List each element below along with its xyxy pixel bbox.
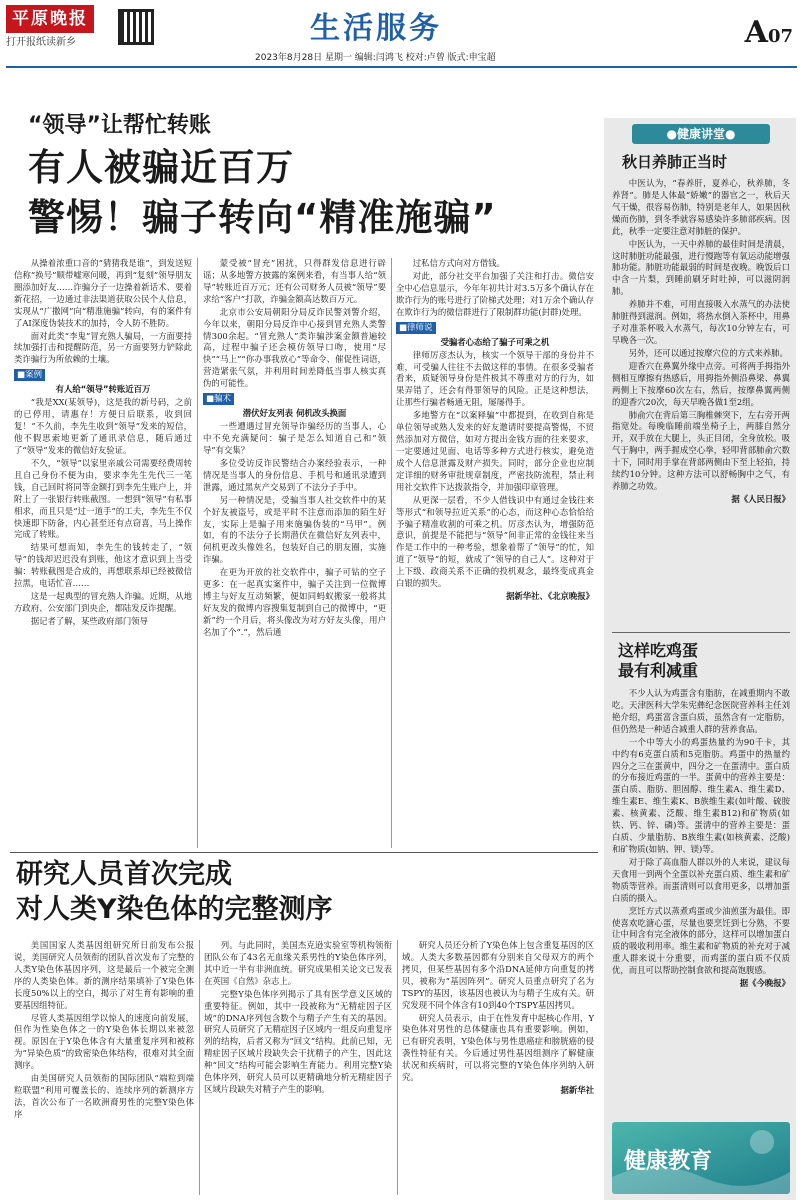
paragraph: 一些遭遇过冒充领导诈骗经历的当事人，心中不免充满疑问：骗子是怎么知道自己和“领导”有交集？	[203, 421, 386, 455]
paragraph: 蒙受被“冒充”困扰，只得群发信息进行辟谣；从多地警方披露的案例来看，有当事人给“领导”转账近百万元；还有公司财务人员被“领导”要求给“客户”打款，诈骗金额高达数百万元。	[203, 258, 386, 304]
section-tag: ■案例	[14, 369, 45, 381]
sidebar-source-2: 据《今晚报》	[739, 978, 790, 989]
story-separator	[10, 852, 598, 853]
paragraph: 烹饪方式以蒸煮鸡蛋或少油煎蛋为最佳。即使喜欢吃溏心蛋，尽量也要烹饪到七分熟，不要让中间含有完全液体的部分，这样可以增加蛋白质的吸收利用率。维生素和矿物质的补充对于减重人群来说十分重要，而鸡蛋的蛋白质不仅质优，而且可以帮助控制食欲和提高饱腹感。	[612, 905, 790, 976]
page-letter: A	[744, 15, 768, 50]
paragraph: 完整Y染色体序列揭示了具有医学意义区域的重要特征。例如，其中一段被称为“无精症因子区域”的DNA序列包含数个与精子产生有关的基因。研究人员研究了无精症因子区域内一组反向重复序列的结构，后者又称为“回文”结构。此前已知，无精症因子区域片段缺失会干扰精子的产生，因此这种“回文”结构可能会影响生育能力。利用完整Y染色体序列，研究人员可以更精确地分析无精症因子区域片段缺失对精子产生的影响。	[204, 988, 392, 1095]
paragraph: 另一种情况是，受骗当事人社交软件中的某个好友被盗号，或是平时不注意而添加的陌生好友，实际上是骗子用来施骗伪装的“马甲”。例如，有的不法分子长期潜伏在微信好友列表中，伺机更改头像姓名，包装好自己的朋友圈，实施诈骗。	[203, 494, 386, 565]
paragraph: 美国国家人类基因组研究所日前发布公报说，美国研究人员领衔的团队首次发布了完整的人类Y染色体基因序列，这是最后一个被完全测序的人类染色体。新的测序结果填补了Y染色体长度50%以上的空白，揭示了对生育有影响的重要基因组特征。	[14, 940, 194, 1010]
newspaper-logo: 平原晚报	[6, 5, 94, 33]
paragraph: 尽管人类基因组学以惊人的速度向前发展，但作为性染色体之一的Y染色体长期以来被忽视。原因在于Y染色体含有大量重复序列和被称为“异染色质”的致密染色体结构，很难对其全面测序。	[14, 1012, 194, 1071]
study-source: 据新华社	[560, 1085, 594, 1096]
health-education-banner	[612, 1122, 790, 1194]
paragraph: 从更深一层看，不少人借钱识中有通过金钱往来等形式“和领导拉近关系”的心态，而这种心态恰恰给予骗子精准收割的可乘之机。厉彦杰认为，增强防范意识，前提是不能把与“领导”间非正常的金钱往来当作是工作中的一种考验，想象着帮了“领导”的忙，知道了“领导”的短，就成了“领导的自己人”。这种对于上下级、政商关系不正确的投机观念，最终变成真金白银的损失。	[396, 494, 594, 589]
masthead-logo	[6, 5, 156, 63]
paragraph: 在更为开放的社交软件中，骗子可钻的空子更多：在一起真实案件中，骗子关注到一位微博博主与好友互动频繁，便如同蚂蚁搬家一般将其好友发的微博内容搜集复制到自己的微博中，“更新”约一个月后，将头像改为对方好友头像，用户名加了个“.”，然后通	[203, 567, 386, 637]
sidebar-separator	[612, 632, 790, 633]
banner-text: 健康教育	[624, 1149, 713, 1174]
paragraph: 过私信方式向对方借钱。	[412, 258, 505, 268]
section-tag: ■律师说	[396, 322, 436, 334]
paragraph: 多位受访反诈民警结合办案经验表示，一种情况是当事人的身份信息、手机号和通讯录遭到泄露，通过黑灰产交易到了不法分子手中。	[203, 457, 386, 492]
paragraph: 不久，“领导”以家里亲戚公司需要经费周转且自己身份不便为由，要求李先生先代三一笔钱，自己回时将同等金额打到李先生账户上，并附上了一张银行转账截图。一想到“领导”有私事相求，而且只是“过一道手”的工夫，李先生不仅快速即下防备，内心甚至还有点窃喜，马上操作完成了转账。	[14, 457, 192, 540]
newspaper-slogan: 打开报纸读新乡	[6, 37, 76, 49]
sidebar-source-1: 据《人民日报》	[731, 493, 790, 504]
qr-code-icon	[118, 9, 154, 45]
page-number	[745, 12, 793, 55]
sidebar-headline-2b: 最有利减重	[618, 661, 699, 680]
story-headline-2: 警惕！骗子转向“精准施骗”	[28, 196, 497, 239]
sidebar-headline-1: 秋日养肺正当时	[622, 153, 728, 171]
column-divider	[391, 258, 392, 848]
subheading: 受骗者心态给了骗子可乘之机	[440, 336, 550, 347]
column-divider	[197, 258, 198, 848]
study-column-3	[402, 940, 594, 1198]
issue-meta: 2023年8月28日 星期一 编辑:闫鸿飞 校对:卢曾 版式:申宝超	[255, 53, 496, 63]
paragraph: 迎香穴在鼻翼外缘中点旁。可将两手拇指外侧相互摩擦有热感后，用拇指外侧沿鼻梁、鼻翼两侧上下按摩60次左右，然后，按摩鼻翼两侧的迎香穴20次，每天早晚各做1至2组。	[612, 360, 790, 407]
sidebar-article-2	[612, 688, 790, 1116]
section-title: 生活服务	[310, 11, 442, 46]
study-headline-2: 对人类Y染色体的完整测序	[16, 894, 333, 925]
study-column-2	[204, 940, 392, 1198]
column-divider	[397, 940, 398, 1195]
story-headline-1: 有人被骗近百万	[28, 146, 294, 189]
subheading: 有人给“领导”转账近百万	[55, 384, 151, 395]
paragraph: 肺俞穴在背后第三胸椎棘突下，左右旁开两指宽处。每晚临睡前端坐椅子上，两膝自然分开，双手放在大腿上，头正目闭，全身放松。吸气于胸中，两手握成空心拳，轻叩背部肺俞穴数十下，同时用手掌在背部两侧由下至上轻拍，持续约10分钟。这种方法可以舒畅胸中之气，有养肺之功效。	[612, 409, 790, 492]
study-column-1	[14, 940, 194, 1198]
story-kicker: “领导”让帮忙转账	[28, 113, 211, 138]
paragraph: 多地警方在“以案释骗”中都提到，在收到自称是单位领导或熟人发来的好友邀请时要提高警惕，不贸然添加对方微信，如对方提出金钱方面的往来要求，一定要通过见面、电话等多种方式进行核实，避免造成个人信息泄露及财产损失。同时，部分企业也应制定详细的财务审批规章制度，严密技防流程，禁止利用社交软件下达拨款指令，并加强印章管理。	[396, 410, 594, 492]
column-divider	[199, 940, 200, 1195]
study-headline-1: 研究人员首次完成	[16, 859, 232, 890]
paragraph: 北京市公安局朝阳分局反诈民警刘警介绍，今年以来，朝阳分局反诈中心接到冒充熟人类警情300余起。“冒充熟人”类诈骗涉案金额普遍较高，过程中骗子还会模仿领导口吻，使用“尽快”“马上”“你办事我放心”等命令、催促性词语，营造紧张气氛，并利用时间差降低当事人核实真伪的可能性。	[203, 306, 386, 389]
paragraph: 据记者了解，某些政府部门领导	[30, 615, 149, 626]
story-column-3	[396, 258, 594, 848]
paragraph: “我是XX(某领导)，这是我的新号码，之前的已停用，请惠存！方便日后联系，收到回复！”不久前，李先生收到“领导”发来的短信，他不假思索地更新了通讯录信息，随后通过了“领导”发来的微信好友验证。	[14, 397, 192, 455]
paragraph: 中医认为，“春养肝，夏养心，秋养肺，冬养肾”。肺是人体最“娇嫩”的器官之一，秋后天气干燥，很容易伤肺，特别是老年人，如果因秋燥而伤肺，到冬季就容易感染许多肺部疾病。因此，秋季一定要注意对肺脏的保护。	[612, 178, 790, 236]
paragraph: 列。与此同时，美国杰克逊实验室等机构领衔团队公布了43名无血缘关系男性的Y染色体序列，其中近一半有非洲血统。研究成果相关论文已发表在英国《自然》杂志上。	[204, 940, 392, 986]
section-tag: ■骗术	[203, 393, 234, 405]
paragraph: 研究人员表示，由于在性发育中起核心作用，Y染色体对男性的总体健康也具有重要影响。例如，已有研究表明，Y染色体与男性患癌症和膀胱癌的侵袭性特征有关。今后通过男性基因组测序了解健康状况和疾病时，可以将完整的Y染色体序列纳入研究。	[402, 1012, 594, 1083]
sidebar-headline-2a: 这样吃鸡蛋	[618, 641, 699, 660]
page-digits: 07	[767, 26, 793, 47]
paragraph: 不少人认为鸡蛋含有脂肪，在减重期内不敢吃。天津医科大学朱宪彝纪念医院营养科主任刘艳介绍，鸡蛋富含蛋白质，虽然含有一定脂肪，但仍然是一种适合减重人群的营养食品。	[612, 688, 790, 734]
paragraph: 对此，部分社交平台加强了关注和打击。微信安全中心信息显示，今年年初共计对3.5万多个确认存在欺诈行为的账号进行了阶梯式处理；对1万余个确认存在欺诈行为的微信群进行了限制群功能(封群)处理。	[396, 270, 594, 317]
paragraph: 中医认为，一天中养肺的最佳时间是清晨，这时肺脏功能最强，进行慢跑等有氧运动能增强肺功能。肺脏功能最弱的时间是夜晚。晚饭后口中含一片梨，到睡前刷牙时吐掉，可以滋阴润肺。	[612, 238, 790, 297]
paragraph: 这是一起典型的冒充熟人诈骗。近期，从地方政府、公安部门到央企，都陆发反诈提醒。	[14, 591, 192, 613]
story-column-2	[203, 258, 386, 848]
header-rule	[6, 66, 797, 68]
paragraph: 养肺并不难，可用直接吸入水蒸气的办法使肺脏得到滋润。例如，将热水倒入茶杯中，用鼻子对准茶杯吸入水蒸气，每次10分钟左右，可早晚各一次。	[612, 299, 790, 345]
paragraph: 一个中等大小的鸡蛋热量约为90千卡，其中约有6克蛋白质和5克脂肪。鸡蛋中的热量约四分之三在蛋黄中，四分之一在蛋清中。蛋白质的分布接近鸡蛋的一半。蛋黄中的营养主要是：蛋白质、脂肪、胆固醇、维生素A、维生素D、维生素E、维生素K、B族维生素(如叶酸、硫胺素、核黄素、泛酸、维生素B12)和矿物质(如铁、钙、锌、磷)等。蛋清中的营养主要是：蛋白质、少量脂肪、B族维生素(如核黄素、泛酸)和矿物质(如钠、钾、镁)等。	[612, 736, 790, 854]
health-column-tag: ●健康讲堂●	[632, 124, 770, 144]
paragraph: 从操着浓重口音的“猜猜我是谁”，到发送短信称“换号”顺带嘘寒问暖，再到“复刻”领导朋友圈添加好友……诈骗分子一边操着新话术、要着新花招，一边通过非法渠道获取公民个人信息，实现从“广撒网”向“精准施骗”转向，有的案件有了AI深度伪装技术的加持，令人防不胜防。	[14, 258, 192, 328]
paragraph: 结果可想而知，李先生的钱转走了，“领导”的钱却迟迟没有到账，他这才意识到上当受骗：转账截图是合成的，再想联系却已经被微信拉黑，电话忙音……	[14, 542, 192, 589]
paragraph: 研究人员还分析了Y染色体上包含重复基因的区域。人类大多数基因都有分别来自父母双方的两个拷贝，但某些基因有多个沿DNA延伸方向重复的拷贝，被称为“基因阵列”。研究人员重点研究了名为TSPY的基因，该基因也被认为与精子生成有关。研究发现不同个体含有10到40个TSPY基因拷贝。	[402, 940, 594, 1010]
paragraph: 律师厉彦杰认为，核实一个领导干部的身份并不难，可受骗人往往不去做这样的事情。在很多受骗者看来，质疑领导身份是件极其不尊重对方的行为，如果弄错了，还会有得罪领导的风险。正是这种想法，让那些行骗者畅通无阻，屡屡得手。	[396, 349, 594, 408]
paragraph: 另外，还可以通过按摩穴位的方式来养肺。	[628, 347, 788, 358]
subheading: 潜伏好友列表 伺机改头换面	[242, 408, 347, 419]
paragraph: 由美国研究人员领衔的国际团队“端粒到端粒联盟”利用可覆盖长的、连续序列的新测序方法，首次公布了一名欧洲裔男性的完整Y染色体序	[14, 1073, 194, 1119]
sidebar-article-1	[612, 178, 790, 628]
paragraph: 面对此类“李鬼”冒充熟人骗局，一方面要持续加强打击和提醒防范，另一方面要努力铲除此类诈骗行为所依赖的土壤。	[14, 330, 192, 365]
story-column-1	[14, 258, 192, 848]
paragraph: 对于除了高血脂人群以外的人来说，建议每天食用一到两个全蛋以补充蛋白质、维生素和矿物质等营养。而蛋清则可以食用更多，以增加蛋白质的摄入。	[612, 856, 790, 903]
story-source: 据新华社、《北京晚报》	[506, 591, 594, 602]
